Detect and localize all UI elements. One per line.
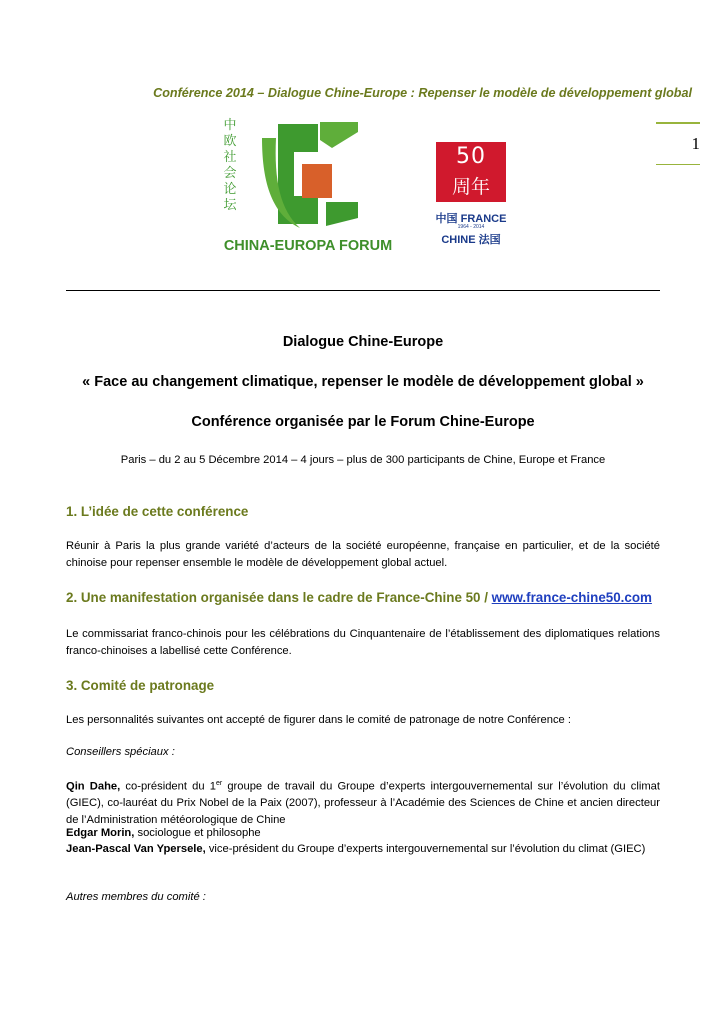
special-advisors-label: Conseillers spéciaux :: [66, 746, 175, 758]
logo-chinese-characters: 中 欧 社 会 论 坛: [223, 118, 237, 213]
section-2-heading-text: 2. Une manifestation organisée dans le cadre de France-Chine 50 /: [66, 590, 492, 605]
member-edgar-morin: Edgar Morin, sociologue et philosophe: [66, 827, 261, 839]
conference-theme: « Face au changement climatique, repenser le modèle de développement global »: [82, 374, 644, 390]
anniversary-number: 50: [456, 144, 486, 169]
anniversary-chinese: 周年: [451, 176, 490, 198]
china-europa-forum-logo: [216, 118, 400, 260]
france-chine-50-logo: [426, 132, 516, 256]
section-2-body: Le commissariat franco-chinois pour les célébrations du Cinquantenaire de l’établissement des diplomatiques relations franco-chinoises a labellisé cette Conférence.: [66, 628, 660, 657]
running-header: Conférence 2014 – Dialogue Chine-Europe : Repenser le modèle de développement global: [153, 86, 692, 100]
section-1-body: Réunir à Paris la plus grande variété d’acteurs de la société européenne, française en particulier, et de la société chinoise pour repenser ensemble le modèle de développement global actuel.: [66, 540, 660, 569]
horizontal-divider: [66, 290, 660, 291]
section-1-heading: 1. L’idée de cette conférence: [66, 504, 249, 519]
section-3-heading: 3. Comité de patronage: [66, 678, 215, 693]
member-van-ypersele: Jean-Pascal Van Ypersele, vice-président du Groupe d’experts intergouvernemental sur l’évolution du climat (GIEC): [66, 843, 646, 855]
logo-forum-name: CHINA-EUROPA FORUM: [223, 238, 393, 254]
member-name: Jean-Pascal Van Ypersele,: [66, 843, 206, 855]
logo-line-france: 中国 FRANCE: [435, 213, 507, 225]
page-number-rule-top: [656, 122, 700, 124]
page-number-rule-bottom: [656, 164, 700, 165]
other-members-label: Autres membres du comité :: [66, 891, 206, 903]
forum-emblem-icon: [260, 118, 360, 234]
logo-line-chine: CHINE 法国: [441, 234, 501, 246]
member-qin-dahe: Qin Dahe, co-président du 1er groupe de travail du Groupe d’experts intergouvernemental sur l’évolution du climat (GIEC), co-lauréat du Prix Nobel de la Paix (2007), professeur à l’Académie des Sciences de Chine et ancien directeur de l’Administration météorologique de Chine: [66, 780, 660, 826]
page-number: 1: [691, 134, 700, 153]
document-title: Dialogue Chine-Europe: [282, 334, 444, 350]
committee-intro: Les personnalités suivantes ont accepté de figurer dans le comité de patronage de notre Conférence :: [66, 714, 571, 726]
event-details: Paris – du 2 au 5 Décembre 2014 – 4 jours – plus de 300 participants de Chine, Europe et France: [120, 454, 606, 466]
member-name: Edgar Morin,: [66, 827, 135, 839]
member-name: Qin Dahe,: [66, 780, 121, 793]
section-2-heading: [66, 590, 666, 605]
france-chine50-link[interactable]: www.france-chine50.com: [491, 590, 652, 605]
organizer-line: Conférence organisée par le Forum Chine-Europe: [191, 414, 535, 430]
logo-years: 1964 - 2014: [457, 224, 485, 230]
